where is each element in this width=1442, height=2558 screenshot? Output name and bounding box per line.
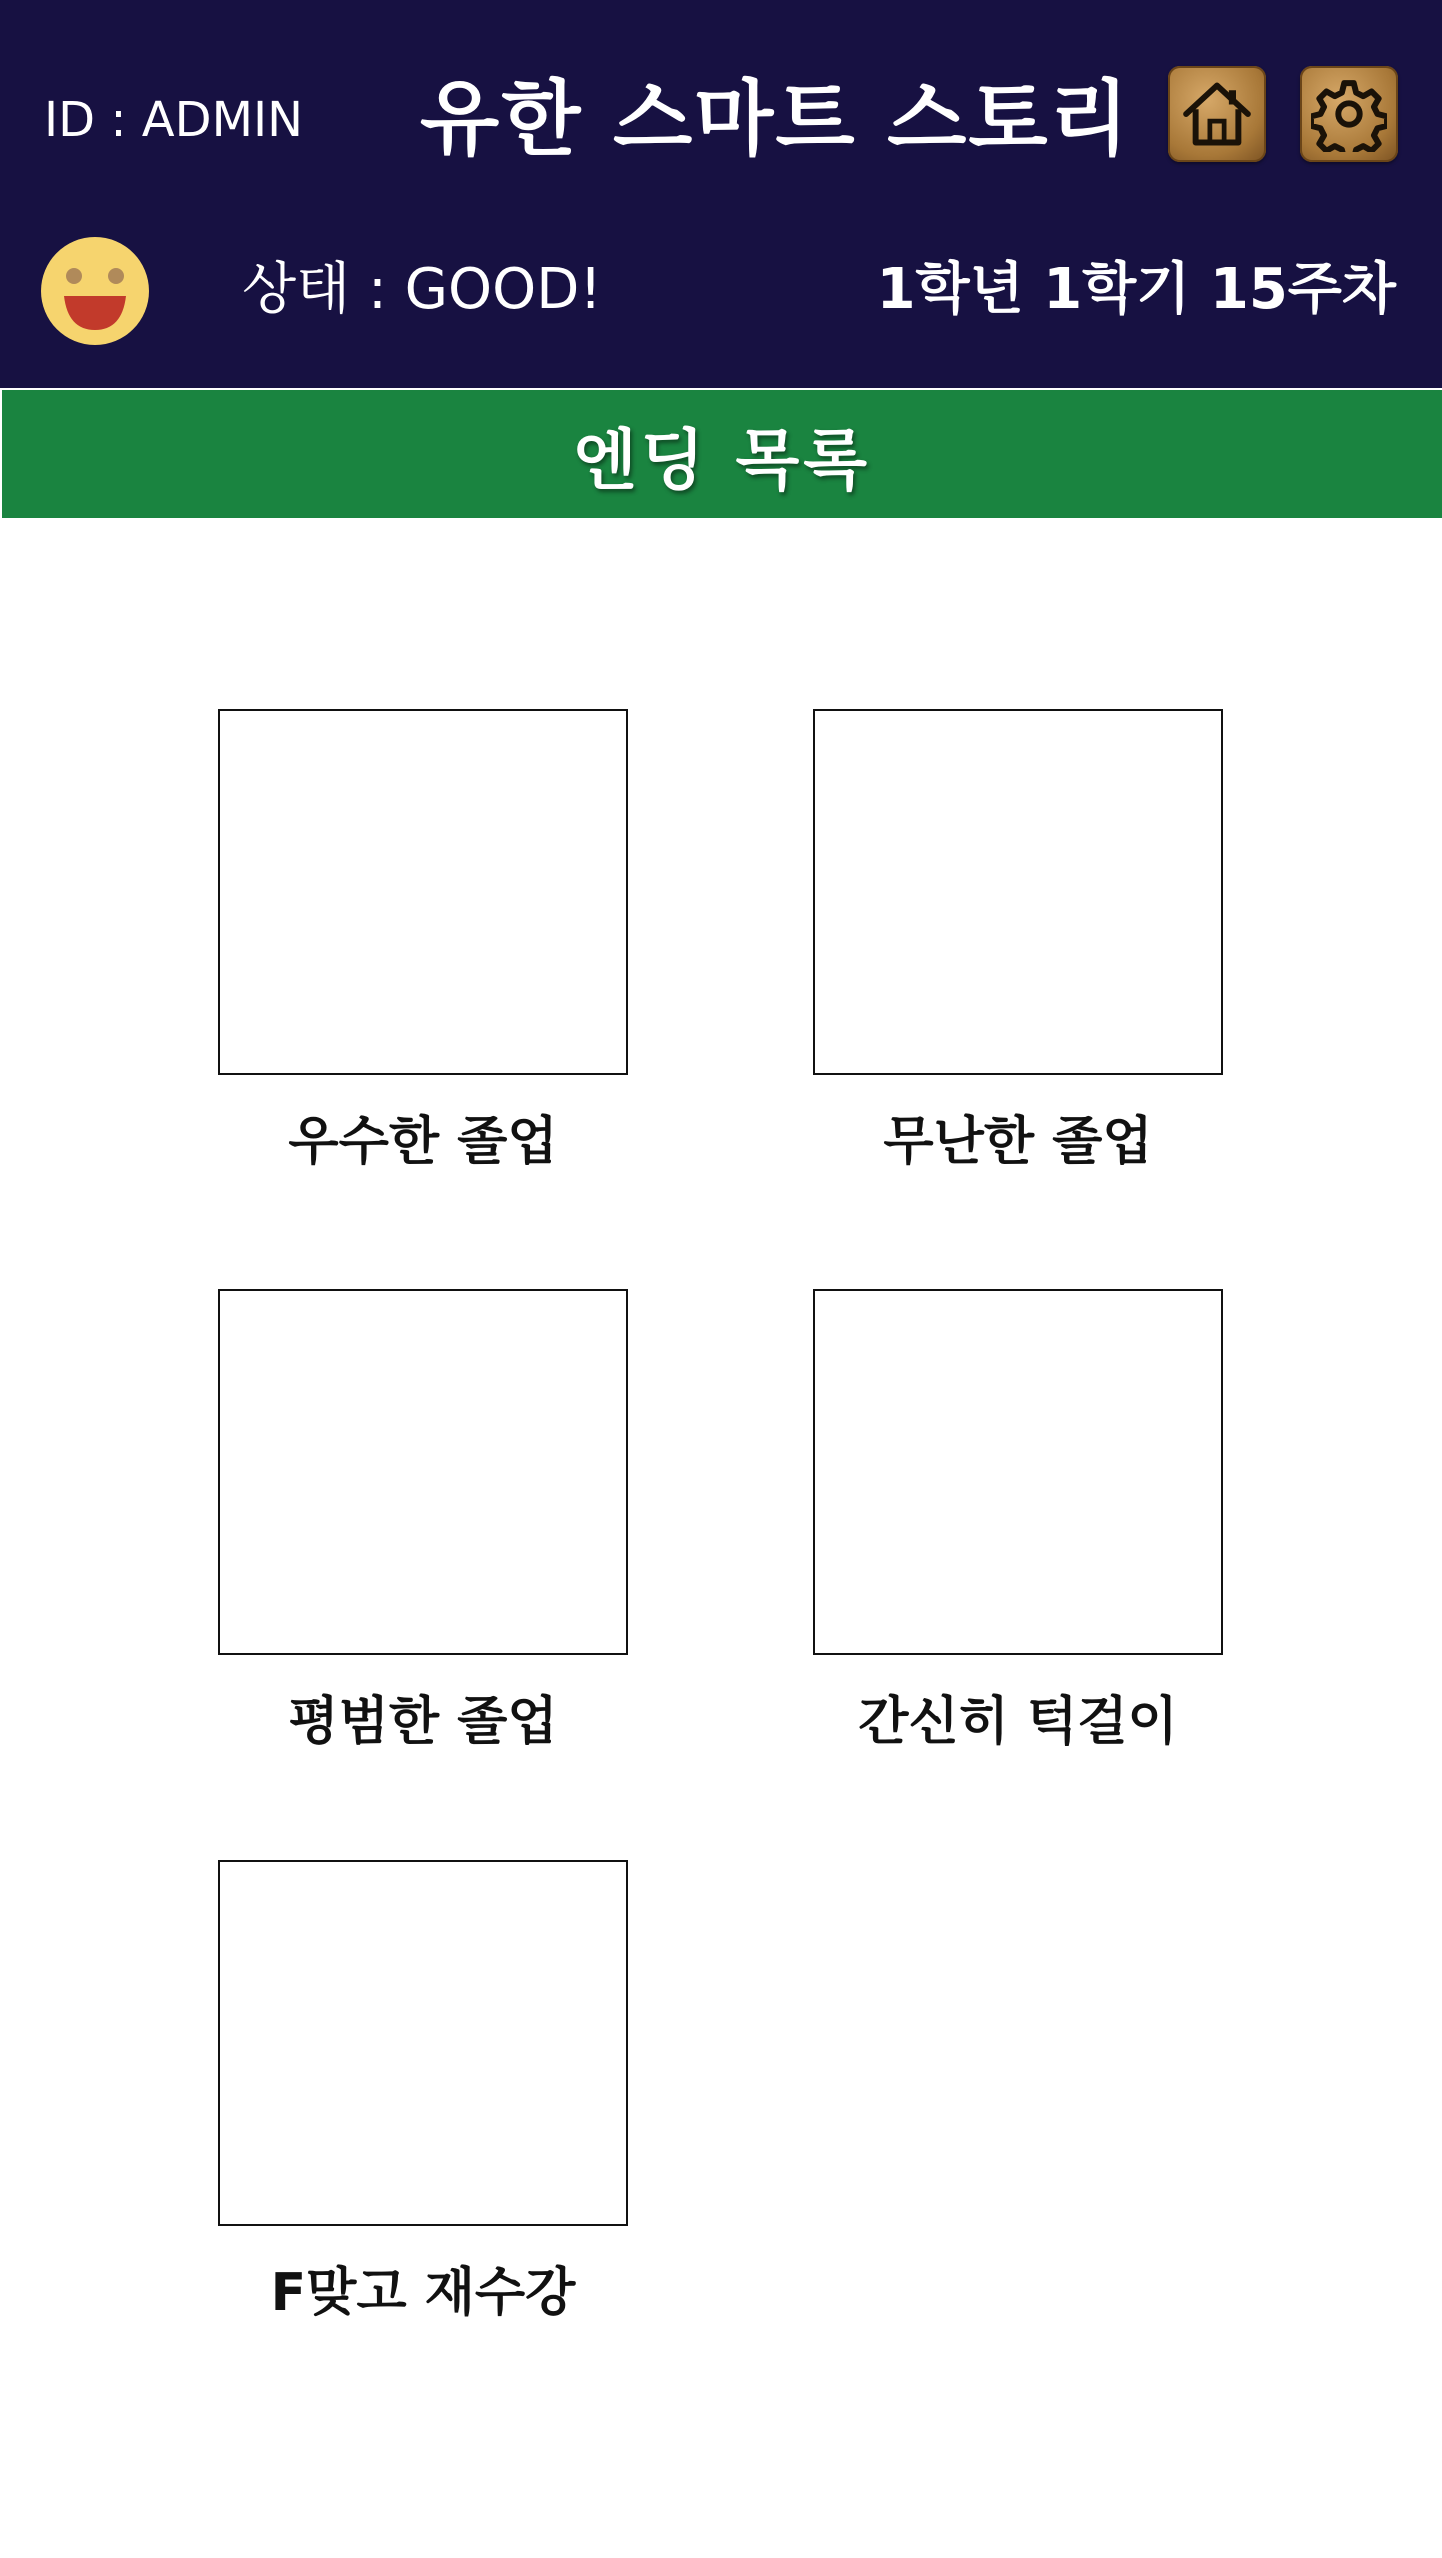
- gear-icon: [1311, 76, 1387, 152]
- ending-card[interactable]: [218, 1860, 628, 2325]
- ending-card[interactable]: [218, 709, 628, 1174]
- endings-banner: [2, 390, 1442, 518]
- user-id-label: ID : ADMIN: [44, 92, 304, 148]
- top-header: [0, 0, 1442, 388]
- ending-thumbnail[interactable]: [218, 1860, 628, 2226]
- status-label: 상태 : GOOD!: [242, 257, 602, 322]
- home-icon: [1179, 76, 1255, 152]
- semester-week-label: 1학년 1학기 15주차: [876, 257, 1396, 322]
- ending-thumbnail[interactable]: [813, 709, 1223, 1075]
- ending-label: 간신히 턱걸이: [858, 1692, 1178, 1752]
- ending-thumbnail[interactable]: [218, 709, 628, 1075]
- settings-button[interactable]: [1300, 66, 1398, 162]
- ending-label: 무난한 졸업: [883, 1112, 1153, 1172]
- ending-card[interactable]: [813, 1289, 1223, 1754]
- ending-label: 평범한 졸업: [288, 1692, 558, 1752]
- page-title: 엔딩 목록: [572, 421, 871, 499]
- ending-label: F맞고 재수강: [270, 2263, 576, 2323]
- home-button[interactable]: [1168, 66, 1266, 162]
- ending-card[interactable]: [813, 709, 1223, 1174]
- ending-thumbnail[interactable]: [813, 1289, 1223, 1655]
- ending-label: 우수한 졸업: [288, 1112, 558, 1172]
- app-title: 유한 스마트 스토리: [420, 72, 1131, 167]
- ending-thumbnail[interactable]: [218, 1289, 628, 1655]
- ending-card[interactable]: [218, 1289, 628, 1754]
- smiley-face-icon: [40, 236, 150, 346]
